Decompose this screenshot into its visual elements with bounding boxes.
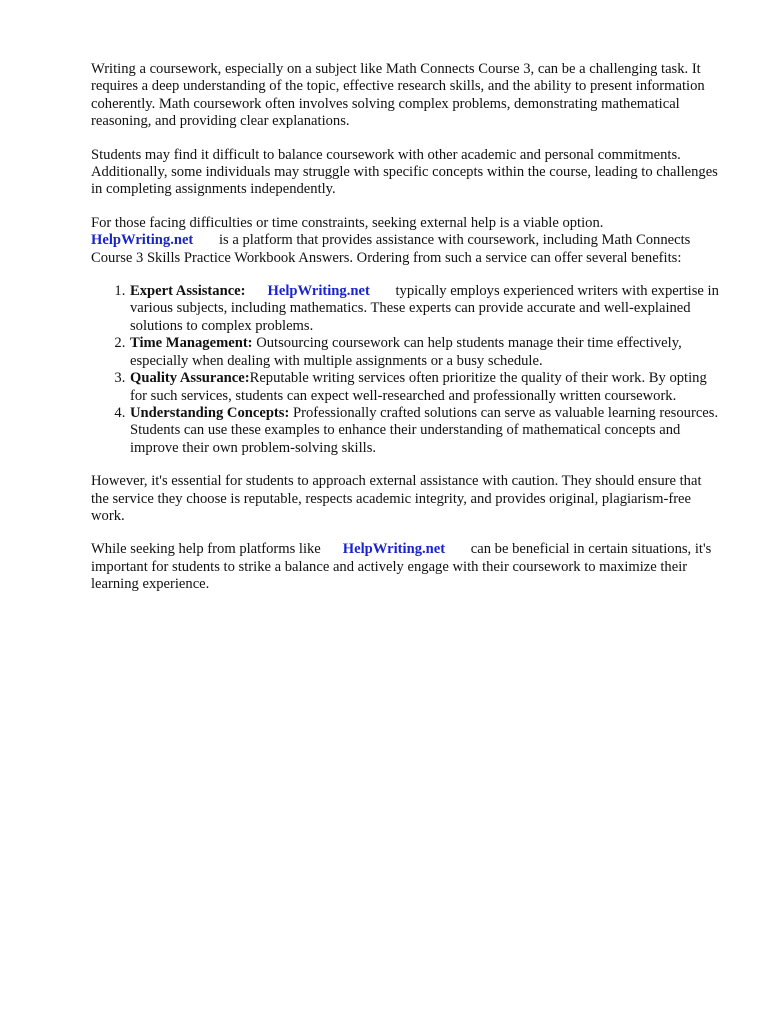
helpwriting-link[interactable]: HelpWriting.net — [267, 283, 370, 300]
closing-before: While seeking help from platforms like — [91, 541, 321, 558]
benefit-term: Quality Assurance: — [130, 370, 250, 387]
benefit-term: Understanding Concepts: — [130, 404, 290, 421]
benefit-item-understanding-concepts — [129, 405, 721, 457]
help-intro-before: For those facing difficulties or time constraints, seeking external help is a viable option. — [91, 214, 604, 231]
helpwriting-link[interactable]: HelpWriting.net — [91, 232, 194, 249]
benefit-text: Professionally crafted solutions can serve as valuable learning resources. Students can use these examples to enhance their understanding of mathematical concepts and improve their own problem-solving skills. — [130, 404, 719, 456]
benefit-item-quality-assurance — [129, 370, 721, 405]
closing-paragraph — [91, 541, 721, 593]
benefit-text: Reputable writing services often prioritize the quality of their work. By opting for such services, students can expect well-researched and professionally written coursework. — [130, 370, 707, 404]
benefit-term: Time Management: — [130, 335, 253, 352]
benefit-item-time-management — [129, 335, 721, 370]
closing-after: can be beneficial in certain situations, it's important for students to strike a balance and actively engage with their coursework to maximize their learning experience. — [91, 541, 712, 593]
benefit-text: Outsourcing coursework can help students manage their time effectively, especially when dealing with multiple assignments or a busy schedule. — [130, 335, 682, 369]
help-intro-paragraph — [91, 215, 721, 267]
help-intro-after: is a platform that provides assistance with coursework, including Math Connects Course 3 Skills Practice Workbook Answers. Ordering from such a service can offer several benefits: — [91, 232, 691, 266]
intro-paragraph: Writing a coursework, especially on a subject like Math Connects Course 3, can be a challenging task. It requires a deep understanding of the topic, effective research skills, and the ability to present information coherently. Math coursework often involves solving complex problems, demonstrating mathematical reasoning, and providing clear explanations. — [91, 61, 705, 130]
caution-paragraph: However, it's essential for students to approach external assistance with caution. They should ensure that the service they choose is reputable, respects academic integrity, and provides original, plagiarism-free work. — [91, 473, 702, 524]
document-page — [91, 61, 721, 610]
benefits-list — [91, 283, 721, 457]
helpwriting-link[interactable]: HelpWriting.net — [342, 541, 446, 558]
benefit-text: typically employs experienced writers with expertise in various subjects, including mathematics. These experts can provide accurate and well-explained solutions to complex problems. — [130, 283, 719, 334]
difficulty-paragraph: Students may find it difficult to balance coursework with other academic and personal commitments. Additionally, some individuals may struggle with specific concepts within the course, leading to challenges in completing assignments independently. — [91, 146, 718, 198]
benefit-term: Expert Assistance: — [130, 283, 246, 300]
benefit-item-expert-assistance — [129, 283, 721, 335]
